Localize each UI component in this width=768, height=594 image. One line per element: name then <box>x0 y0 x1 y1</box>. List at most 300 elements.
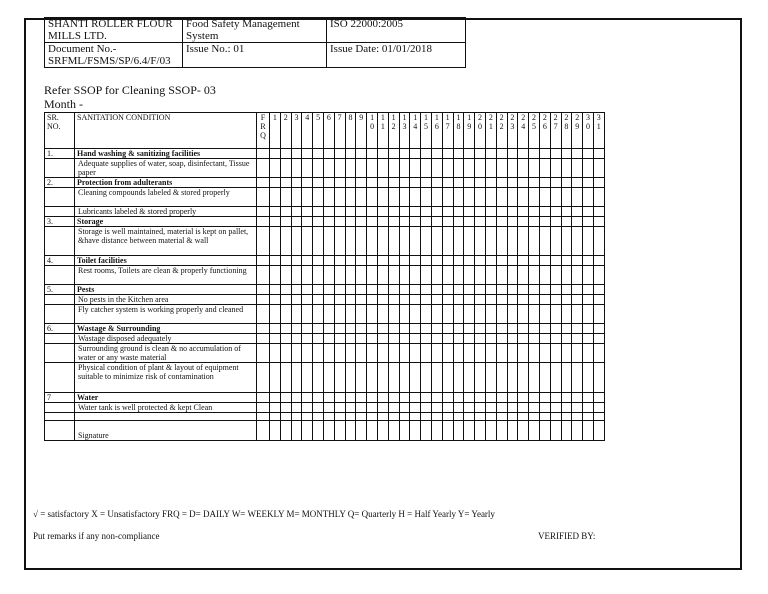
day-check-cell[interactable] <box>377 344 388 363</box>
day-check-cell[interactable] <box>388 324 399 334</box>
day-check-cell[interactable] <box>453 159 464 178</box>
day-check-cell[interactable] <box>356 421 367 441</box>
day-check-cell[interactable] <box>572 295 583 305</box>
day-check-cell[interactable] <box>388 227 399 256</box>
day-check-cell[interactable] <box>334 334 345 344</box>
day-check-cell[interactable] <box>464 295 475 305</box>
day-check-cell[interactable] <box>507 227 518 256</box>
day-check-cell[interactable] <box>291 413 302 421</box>
day-check-cell[interactable] <box>399 178 410 188</box>
day-check-cell[interactable] <box>453 188 464 207</box>
day-check-cell[interactable] <box>507 285 518 295</box>
day-check-cell[interactable] <box>270 266 281 285</box>
day-check-cell[interactable] <box>367 344 378 363</box>
day-check-cell[interactable] <box>377 324 388 334</box>
day-check-cell[interactable] <box>334 227 345 256</box>
day-check-cell[interactable] <box>572 403 583 413</box>
day-check-cell[interactable] <box>323 188 334 207</box>
day-check-cell[interactable] <box>507 178 518 188</box>
day-check-cell[interactable] <box>323 421 334 441</box>
day-check-cell[interactable] <box>399 344 410 363</box>
day-check-cell[interactable] <box>270 403 281 413</box>
day-check-cell[interactable] <box>442 413 453 421</box>
day-check-cell[interactable] <box>377 149 388 159</box>
day-check-cell[interactable] <box>593 188 604 207</box>
day-check-cell[interactable] <box>539 344 550 363</box>
day-check-cell[interactable] <box>539 403 550 413</box>
day-check-cell[interactable] <box>270 227 281 256</box>
day-check-cell[interactable] <box>291 217 302 227</box>
day-check-cell[interactable] <box>453 256 464 266</box>
day-check-cell[interactable] <box>496 295 507 305</box>
day-check-cell[interactable] <box>356 217 367 227</box>
day-check-cell[interactable] <box>464 413 475 421</box>
day-check-cell[interactable] <box>421 227 432 256</box>
day-check-cell[interactable] <box>550 256 561 266</box>
day-check-cell[interactable] <box>593 207 604 217</box>
day-check-cell[interactable] <box>475 217 486 227</box>
day-check-cell[interactable] <box>442 217 453 227</box>
day-check-cell[interactable] <box>280 403 291 413</box>
day-check-cell[interactable] <box>507 324 518 334</box>
day-check-cell[interactable] <box>410 363 421 393</box>
day-check-cell[interactable] <box>421 217 432 227</box>
day-check-cell[interactable] <box>593 256 604 266</box>
day-check-cell[interactable] <box>345 188 356 207</box>
day-check-cell[interactable] <box>313 149 324 159</box>
day-check-cell[interactable] <box>410 334 421 344</box>
day-check-cell[interactable] <box>593 413 604 421</box>
frequency-cell[interactable] <box>257 421 270 441</box>
day-check-cell[interactable] <box>410 178 421 188</box>
day-check-cell[interactable] <box>270 285 281 295</box>
day-check-cell[interactable] <box>593 324 604 334</box>
day-check-cell[interactable] <box>388 305 399 324</box>
day-check-cell[interactable] <box>323 295 334 305</box>
day-check-cell[interactable] <box>399 285 410 295</box>
day-check-cell[interactable] <box>345 334 356 344</box>
day-check-cell[interactable] <box>410 403 421 413</box>
day-check-cell[interactable] <box>550 266 561 285</box>
day-check-cell[interactable] <box>291 149 302 159</box>
day-check-cell[interactable] <box>518 178 529 188</box>
day-check-cell[interactable] <box>280 188 291 207</box>
day-check-cell[interactable] <box>388 295 399 305</box>
day-check-cell[interactable] <box>453 266 464 285</box>
day-check-cell[interactable] <box>496 344 507 363</box>
day-check-cell[interactable] <box>485 363 496 393</box>
day-check-cell[interactable] <box>313 188 324 207</box>
day-check-cell[interactable] <box>431 217 442 227</box>
day-check-cell[interactable] <box>280 295 291 305</box>
day-check-cell[interactable] <box>539 334 550 344</box>
day-check-cell[interactable] <box>377 178 388 188</box>
day-check-cell[interactable] <box>421 207 432 217</box>
day-check-cell[interactable] <box>529 188 540 207</box>
day-check-cell[interactable] <box>496 227 507 256</box>
day-check-cell[interactable] <box>539 324 550 334</box>
day-check-cell[interactable] <box>583 266 594 285</box>
day-check-cell[interactable] <box>442 363 453 393</box>
day-check-cell[interactable] <box>583 207 594 217</box>
day-check-cell[interactable] <box>539 285 550 295</box>
day-check-cell[interactable] <box>421 178 432 188</box>
day-check-cell[interactable] <box>280 256 291 266</box>
day-check-cell[interactable] <box>496 217 507 227</box>
day-check-cell[interactable] <box>561 149 572 159</box>
day-check-cell[interactable] <box>377 159 388 178</box>
day-check-cell[interactable] <box>583 285 594 295</box>
day-check-cell[interactable] <box>302 285 313 295</box>
day-check-cell[interactable] <box>410 188 421 207</box>
frequency-cell[interactable] <box>257 266 270 285</box>
day-check-cell[interactable] <box>431 256 442 266</box>
day-check-cell[interactable] <box>345 285 356 295</box>
day-check-cell[interactable] <box>291 227 302 256</box>
day-check-cell[interactable] <box>334 413 345 421</box>
day-check-cell[interactable] <box>593 344 604 363</box>
day-check-cell[interactable] <box>280 324 291 334</box>
day-check-cell[interactable] <box>518 421 529 441</box>
day-check-cell[interactable] <box>572 178 583 188</box>
day-check-cell[interactable] <box>431 393 442 403</box>
day-check-cell[interactable] <box>323 178 334 188</box>
day-check-cell[interactable] <box>377 217 388 227</box>
day-check-cell[interactable] <box>356 149 367 159</box>
day-check-cell[interactable] <box>388 363 399 393</box>
day-check-cell[interactable] <box>593 334 604 344</box>
day-check-cell[interactable] <box>377 334 388 344</box>
day-check-cell[interactable] <box>302 217 313 227</box>
day-check-cell[interactable] <box>421 344 432 363</box>
day-check-cell[interactable] <box>453 421 464 441</box>
day-check-cell[interactable] <box>280 393 291 403</box>
day-check-cell[interactable] <box>302 188 313 207</box>
day-check-cell[interactable] <box>270 393 281 403</box>
day-check-cell[interactable] <box>539 295 550 305</box>
day-check-cell[interactable] <box>356 324 367 334</box>
day-check-cell[interactable] <box>280 149 291 159</box>
day-check-cell[interactable] <box>496 393 507 403</box>
day-check-cell[interactable] <box>323 149 334 159</box>
day-check-cell[interactable] <box>453 363 464 393</box>
day-check-cell[interactable] <box>377 266 388 285</box>
day-check-cell[interactable] <box>539 188 550 207</box>
day-check-cell[interactable] <box>464 178 475 188</box>
day-check-cell[interactable] <box>313 334 324 344</box>
day-check-cell[interactable] <box>561 393 572 403</box>
day-check-cell[interactable] <box>431 403 442 413</box>
day-check-cell[interactable] <box>485 227 496 256</box>
day-check-cell[interactable] <box>377 285 388 295</box>
day-check-cell[interactable] <box>442 334 453 344</box>
day-check-cell[interactable] <box>485 178 496 188</box>
day-check-cell[interactable] <box>518 344 529 363</box>
day-check-cell[interactable] <box>464 149 475 159</box>
day-check-cell[interactable] <box>561 266 572 285</box>
day-check-cell[interactable] <box>453 324 464 334</box>
day-check-cell[interactable] <box>367 334 378 344</box>
day-check-cell[interactable] <box>367 159 378 178</box>
day-check-cell[interactable] <box>410 159 421 178</box>
day-check-cell[interactable] <box>410 324 421 334</box>
day-check-cell[interactable] <box>334 285 345 295</box>
day-check-cell[interactable] <box>367 363 378 393</box>
day-check-cell[interactable] <box>475 159 486 178</box>
day-check-cell[interactable] <box>561 305 572 324</box>
day-check-cell[interactable] <box>291 305 302 324</box>
day-check-cell[interactable] <box>410 256 421 266</box>
day-check-cell[interactable] <box>356 207 367 217</box>
day-check-cell[interactable] <box>550 207 561 217</box>
day-check-cell[interactable] <box>291 324 302 334</box>
day-check-cell[interactable] <box>550 227 561 256</box>
day-check-cell[interactable] <box>442 266 453 285</box>
day-check-cell[interactable] <box>399 334 410 344</box>
day-check-cell[interactable] <box>377 413 388 421</box>
day-check-cell[interactable] <box>313 295 324 305</box>
day-check-cell[interactable] <box>583 413 594 421</box>
day-check-cell[interactable] <box>507 256 518 266</box>
day-check-cell[interactable] <box>464 305 475 324</box>
day-check-cell[interactable] <box>453 393 464 403</box>
day-check-cell[interactable] <box>442 159 453 178</box>
day-check-cell[interactable] <box>496 334 507 344</box>
day-check-cell[interactable] <box>410 295 421 305</box>
day-check-cell[interactable] <box>539 159 550 178</box>
day-check-cell[interactable] <box>410 393 421 403</box>
day-check-cell[interactable] <box>377 188 388 207</box>
day-check-cell[interactable] <box>572 363 583 393</box>
day-check-cell[interactable] <box>356 393 367 403</box>
day-check-cell[interactable] <box>410 207 421 217</box>
day-check-cell[interactable] <box>313 256 324 266</box>
day-check-cell[interactable] <box>270 413 281 421</box>
day-check-cell[interactable] <box>302 266 313 285</box>
day-check-cell[interactable] <box>334 324 345 334</box>
day-check-cell[interactable] <box>561 217 572 227</box>
day-check-cell[interactable] <box>475 324 486 334</box>
day-check-cell[interactable] <box>507 363 518 393</box>
day-check-cell[interactable] <box>377 256 388 266</box>
day-check-cell[interactable] <box>572 217 583 227</box>
day-check-cell[interactable] <box>453 217 464 227</box>
day-check-cell[interactable] <box>399 217 410 227</box>
day-check-cell[interactable] <box>539 421 550 441</box>
day-check-cell[interactable] <box>431 305 442 324</box>
day-check-cell[interactable] <box>572 413 583 421</box>
day-check-cell[interactable] <box>270 256 281 266</box>
day-check-cell[interactable] <box>302 256 313 266</box>
day-check-cell[interactable] <box>367 285 378 295</box>
day-check-cell[interactable] <box>539 256 550 266</box>
day-check-cell[interactable] <box>313 344 324 363</box>
day-check-cell[interactable] <box>507 149 518 159</box>
frequency-cell[interactable] <box>257 393 270 403</box>
day-check-cell[interactable] <box>507 344 518 363</box>
day-check-cell[interactable] <box>421 285 432 295</box>
day-check-cell[interactable] <box>377 393 388 403</box>
day-check-cell[interactable] <box>485 421 496 441</box>
day-check-cell[interactable] <box>561 295 572 305</box>
day-check-cell[interactable] <box>345 159 356 178</box>
day-check-cell[interactable] <box>442 149 453 159</box>
day-check-cell[interactable] <box>442 285 453 295</box>
day-check-cell[interactable] <box>485 217 496 227</box>
day-check-cell[interactable] <box>377 403 388 413</box>
day-check-cell[interactable] <box>485 295 496 305</box>
day-check-cell[interactable] <box>302 159 313 178</box>
day-check-cell[interactable] <box>507 295 518 305</box>
day-check-cell[interactable] <box>507 217 518 227</box>
day-check-cell[interactable] <box>313 266 324 285</box>
day-check-cell[interactable] <box>496 149 507 159</box>
day-check-cell[interactable] <box>323 344 334 363</box>
day-check-cell[interactable] <box>518 227 529 256</box>
day-check-cell[interactable] <box>270 207 281 217</box>
frequency-cell[interactable] <box>257 178 270 188</box>
day-check-cell[interactable] <box>529 256 540 266</box>
day-check-cell[interactable] <box>334 256 345 266</box>
day-check-cell[interactable] <box>583 188 594 207</box>
day-check-cell[interactable] <box>496 324 507 334</box>
day-check-cell[interactable] <box>583 421 594 441</box>
day-check-cell[interactable] <box>464 188 475 207</box>
day-check-cell[interactable] <box>550 334 561 344</box>
frequency-cell[interactable] <box>257 159 270 178</box>
day-check-cell[interactable] <box>485 403 496 413</box>
day-check-cell[interactable] <box>356 227 367 256</box>
day-check-cell[interactable] <box>270 295 281 305</box>
day-check-cell[interactable] <box>410 285 421 295</box>
day-check-cell[interactable] <box>453 305 464 324</box>
day-check-cell[interactable] <box>442 421 453 441</box>
day-check-cell[interactable] <box>291 256 302 266</box>
day-check-cell[interactable] <box>345 305 356 324</box>
day-check-cell[interactable] <box>410 413 421 421</box>
day-check-cell[interactable] <box>485 393 496 403</box>
day-check-cell[interactable] <box>377 295 388 305</box>
day-check-cell[interactable] <box>270 149 281 159</box>
day-check-cell[interactable] <box>518 149 529 159</box>
day-check-cell[interactable] <box>421 266 432 285</box>
day-check-cell[interactable] <box>442 324 453 334</box>
day-check-cell[interactable] <box>399 393 410 403</box>
day-check-cell[interactable] <box>345 256 356 266</box>
day-check-cell[interactable] <box>399 413 410 421</box>
day-check-cell[interactable] <box>572 227 583 256</box>
day-check-cell[interactable] <box>377 227 388 256</box>
day-check-cell[interactable] <box>302 178 313 188</box>
day-check-cell[interactable] <box>518 334 529 344</box>
day-check-cell[interactable] <box>529 305 540 324</box>
day-check-cell[interactable] <box>270 305 281 324</box>
day-check-cell[interactable] <box>529 149 540 159</box>
frequency-cell[interactable] <box>257 403 270 413</box>
day-check-cell[interactable] <box>442 188 453 207</box>
day-check-cell[interactable] <box>334 393 345 403</box>
day-check-cell[interactable] <box>561 421 572 441</box>
day-check-cell[interactable] <box>270 217 281 227</box>
day-check-cell[interactable] <box>356 285 367 295</box>
day-check-cell[interactable] <box>475 266 486 285</box>
day-check-cell[interactable] <box>507 159 518 178</box>
day-check-cell[interactable] <box>421 324 432 334</box>
day-check-cell[interactable] <box>280 285 291 295</box>
day-check-cell[interactable] <box>507 403 518 413</box>
day-check-cell[interactable] <box>334 344 345 363</box>
day-check-cell[interactable] <box>572 344 583 363</box>
day-check-cell[interactable] <box>377 421 388 441</box>
day-check-cell[interactable] <box>464 403 475 413</box>
day-check-cell[interactable] <box>561 334 572 344</box>
day-check-cell[interactable] <box>302 324 313 334</box>
day-check-cell[interactable] <box>518 413 529 421</box>
frequency-cell[interactable] <box>257 363 270 393</box>
day-check-cell[interactable] <box>529 285 540 295</box>
day-check-cell[interactable] <box>302 334 313 344</box>
day-check-cell[interactable] <box>561 178 572 188</box>
day-check-cell[interactable] <box>518 207 529 217</box>
day-check-cell[interactable] <box>345 421 356 441</box>
day-check-cell[interactable] <box>464 207 475 217</box>
day-check-cell[interactable] <box>367 178 378 188</box>
day-check-cell[interactable] <box>291 363 302 393</box>
day-check-cell[interactable] <box>442 295 453 305</box>
day-check-cell[interactable] <box>313 421 324 441</box>
day-check-cell[interactable] <box>507 305 518 324</box>
day-check-cell[interactable] <box>421 256 432 266</box>
day-check-cell[interactable] <box>583 363 594 393</box>
day-check-cell[interactable] <box>453 334 464 344</box>
day-check-cell[interactable] <box>593 393 604 403</box>
day-check-cell[interactable] <box>518 285 529 295</box>
day-check-cell[interactable] <box>453 149 464 159</box>
day-check-cell[interactable] <box>345 178 356 188</box>
day-check-cell[interactable] <box>399 363 410 393</box>
frequency-cell[interactable] <box>257 256 270 266</box>
day-check-cell[interactable] <box>593 159 604 178</box>
day-check-cell[interactable] <box>529 324 540 334</box>
day-check-cell[interactable] <box>507 207 518 217</box>
day-check-cell[interactable] <box>453 227 464 256</box>
day-check-cell[interactable] <box>518 363 529 393</box>
day-check-cell[interactable] <box>345 403 356 413</box>
day-check-cell[interactable] <box>518 266 529 285</box>
day-check-cell[interactable] <box>464 256 475 266</box>
day-check-cell[interactable] <box>334 295 345 305</box>
day-check-cell[interactable] <box>377 207 388 217</box>
day-check-cell[interactable] <box>302 344 313 363</box>
frequency-cell[interactable] <box>257 295 270 305</box>
day-check-cell[interactable] <box>367 421 378 441</box>
day-check-cell[interactable] <box>518 305 529 324</box>
day-check-cell[interactable] <box>356 334 367 344</box>
day-check-cell[interactable] <box>464 421 475 441</box>
day-check-cell[interactable] <box>356 295 367 305</box>
frequency-cell[interactable] <box>257 149 270 159</box>
day-check-cell[interactable] <box>539 227 550 256</box>
day-check-cell[interactable] <box>464 227 475 256</box>
day-check-cell[interactable] <box>583 403 594 413</box>
day-check-cell[interactable] <box>593 363 604 393</box>
day-check-cell[interactable] <box>518 393 529 403</box>
day-check-cell[interactable] <box>421 363 432 393</box>
day-check-cell[interactable] <box>431 178 442 188</box>
day-check-cell[interactable] <box>475 149 486 159</box>
day-check-cell[interactable] <box>572 334 583 344</box>
day-check-cell[interactable] <box>399 421 410 441</box>
